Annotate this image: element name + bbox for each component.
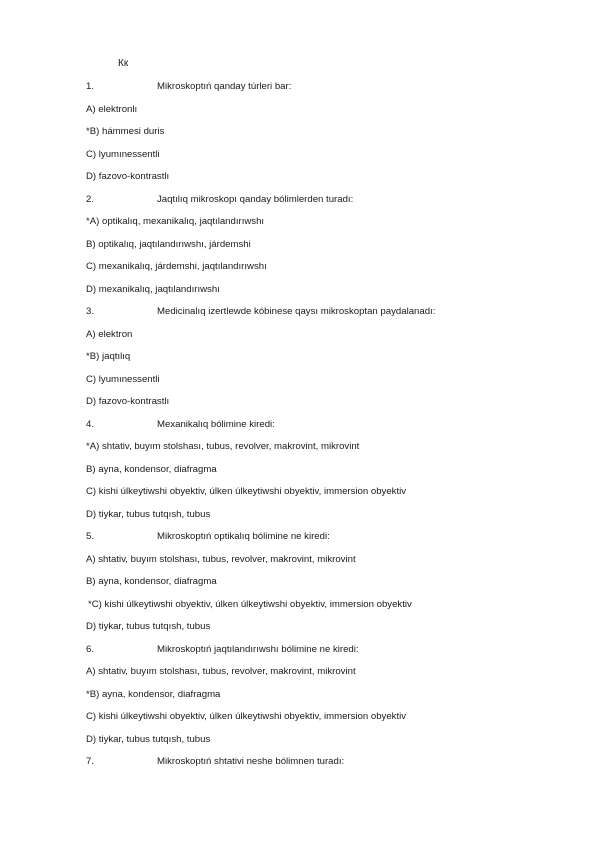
question-3 xyxy=(86,304,566,327)
option-3c: C) lyumınessentli xyxy=(86,373,160,385)
option-4b: B) ayna, kondensor, diafragma xyxy=(86,463,217,475)
option-3b: *B) jaqtılıq xyxy=(86,351,131,362)
option-6d: D) tiykar, tubus tutqısh, tubus xyxy=(86,733,211,745)
question-list xyxy=(86,79,566,777)
question-text: Mikroskoptıń qanday túrleri bar: xyxy=(157,81,292,92)
question-text: Mexanikalıq bólimine kiredi: xyxy=(157,418,275,430)
question-number: 3. xyxy=(86,306,95,317)
option-6c: C) kishi úlkeytiwshi obyektiv, úlken úlkeytiwshi obyektiv, immersion obyektiv xyxy=(86,711,407,722)
option-4d: D) tiykar, tubus tutqısh, tubus xyxy=(86,508,211,520)
question-text: Mikroskoptıń optikalıq bólimine ne kiredi: xyxy=(157,531,330,542)
question-6 xyxy=(86,642,566,665)
option-2b: B) optikalıq, jaqtılandırıwshı, járdemshi xyxy=(86,238,251,250)
option-6a: A) shtativ, buyım stolshası, tubus, revolver, makrovint, mikrovint xyxy=(86,666,356,677)
option-2a: *A) optikalıq, mexanikalıq, jaqtılandırıwshı xyxy=(86,216,265,227)
option-4a: *A) shtativ, buyım stolshası, tubus, revolver, makrovint, mikrovint xyxy=(86,441,360,452)
option-1b: *B) hámmesi duris xyxy=(86,126,165,137)
option-4c: C) kishi úlkeytiwshi obyektiv, úlken úlkeytiwshi obyektiv, immersion obyektiv xyxy=(86,486,407,497)
question-text: Mikroskoptıń shtativi neshe bólimnen turadı: xyxy=(157,756,345,767)
question-5 xyxy=(86,529,566,552)
option-3d: D) fazovo-kontrastlı xyxy=(86,396,170,407)
question-number: 1. xyxy=(86,81,95,92)
question-number: 2. xyxy=(86,193,95,205)
option-5b: B) ayna, kondensor, diafragma xyxy=(86,576,217,587)
question-1 xyxy=(86,79,566,102)
question-text: Mikroskoptıń jaqtılandırıwshı bólimine ne kiredi: xyxy=(157,643,359,655)
question-number: 5. xyxy=(86,531,95,542)
question-4 xyxy=(86,417,566,440)
option-2d: D) mexanikalıq, jaqtılandırıwshı xyxy=(86,283,220,295)
option-5d: D) tiykar, tubus tutqısh, tubus xyxy=(86,621,211,632)
question-number: 4. xyxy=(86,418,95,430)
question-2 xyxy=(86,192,566,215)
question-number: 6. xyxy=(86,643,95,655)
option-1d: D) fazovo-kontrastlı xyxy=(86,171,170,182)
question-7 xyxy=(86,754,566,777)
option-5a: A) shtativ, buyım stolshası, tubus, revolver, makrovint, mikrovint xyxy=(86,553,356,565)
question-text: Jaqtılıq mikroskopı qanday bólimlerden turadı: xyxy=(157,193,354,205)
question-text: Medicinalıq izertlewde kóbinese qaysı mikroskoptan paydalanadı: xyxy=(157,306,436,317)
option-5c: *C) kishi úlkeytiwshi obyektiv, úlken úlkeytiwshi obyektiv, immersion obyektiv xyxy=(88,598,412,610)
option-1a: A) elektronlı xyxy=(86,103,138,115)
option-2c: C) mexanikalıq, járdemshi, jaqtılandırıwshı xyxy=(86,261,267,272)
header-mark: Кк xyxy=(118,58,129,69)
option-1c: C) lyumınessentli xyxy=(86,148,160,160)
option-3a: A) elektron xyxy=(86,328,133,340)
question-number: 7. xyxy=(86,756,95,767)
option-6b: *B) ayna, kondensor, diafragma xyxy=(86,688,221,700)
